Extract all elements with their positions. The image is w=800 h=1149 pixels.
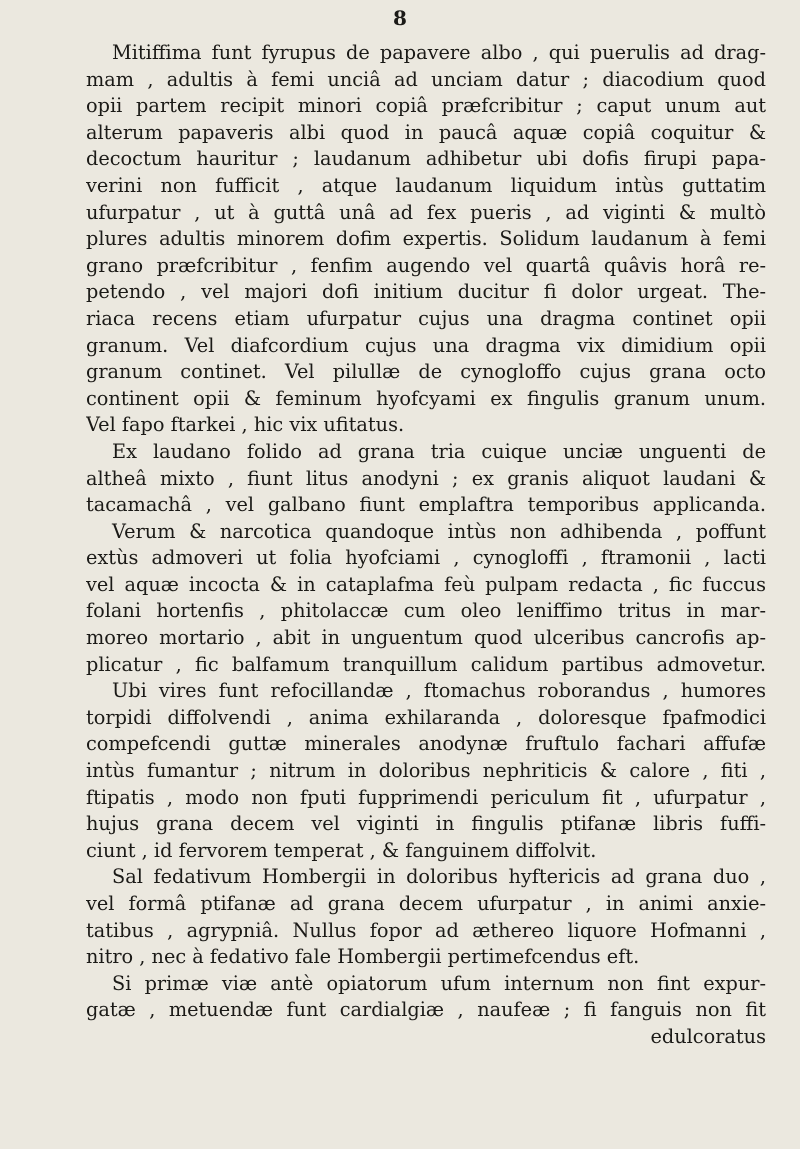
text-line: opii partem recipit minori copiâ præfcribitur ; caput unum aut xyxy=(86,94,766,118)
text-line: vel aquæ incocta & in cataplafma feù pulpam redacta , fic fuccus xyxy=(86,572,766,596)
text-line: Vel fapo ftarkei , hic vix ufitatus. xyxy=(86,413,405,437)
text-line: tacamachâ , vel galbano fiunt emplaftra temporibus applicanda. xyxy=(86,493,766,517)
text-line: tatibus , agrypniâ. Nullus fopor ad æthereo liquore Hofmanni , xyxy=(86,918,766,942)
text-line: altheâ mixto , fiunt litus anodyni ; ex granis aliquot laudani & xyxy=(86,466,766,490)
text-line: gatæ , metuendæ funt cardialgiæ , naufeæ ; fi fanguis non fit xyxy=(86,998,766,1022)
text-line: petendo , vel majori dofi initium ducitur fi dolor urgeat. The- xyxy=(86,280,766,304)
text-line: hujus grana decem vel viginti in fingulis ptifanæ libris fuffi- xyxy=(86,812,766,836)
text-line: plures adultis minorem dofim expertis. Solidum laudanum à femi xyxy=(86,227,766,251)
text-line: vel formâ ptifanæ ad grana decem ufurpatur , in animi anxie- xyxy=(86,892,766,915)
text-line: Verum & narcotica quandoque intùs non adhibenda , poffunt xyxy=(112,519,766,543)
text-line: alterum papaveris albi quod in paucâ aquæ copiâ coquitur & xyxy=(86,120,766,144)
text-line: continent opii & feminum hyofcyami ex fingulis granum unum. xyxy=(86,386,766,410)
text-line: granum continet. Vel pilullæ de cynogloffo cujus grana octo xyxy=(86,360,766,384)
text-line: verini non fufficit , atque laudanum liquidum intùs guttatim xyxy=(86,173,766,197)
text-line: riaca recens etiam ufurpatur cujus una dragma continet opii xyxy=(86,306,766,330)
text-line: Mitiffima funt fyrupus de papavere albo , qui puerulis ad drag- xyxy=(112,41,766,64)
text-line: mam , adultis à femi unciâ ad unciam datur ; diacodium quod xyxy=(86,67,766,91)
text-line: intùs fumantur ; nitrum in doloribus nephriticis & calore , fiti , xyxy=(86,759,766,783)
paragraph-3 xyxy=(86,864,766,970)
text-line: granum. Vel diafcordium cujus una dragma vix dimidium opii xyxy=(86,333,766,357)
text-line: torpidi diffolvendi , anima exhilaranda , doloresque fpafmodici xyxy=(86,705,766,729)
text-line: compefcendi guttæ minerales anodynæ fruftulo fachari affufæ xyxy=(86,732,766,756)
paragraph-2 xyxy=(86,439,766,865)
text-line: folani hortenfis , phitolaccæ cum oleo leniffimo tritus in mar- xyxy=(86,599,766,623)
text-line: Si primæ viæ antè opiatorum ufum internum non fint expur- xyxy=(112,971,766,995)
catchword: edulcoratus xyxy=(650,1024,766,1048)
text-line: extùs admoveri ut folia hyofciami , cynogloffi , ftramonii , lacti xyxy=(86,546,766,570)
text-line: ciunt , id fervorem temperat , & fanguinem diffolvit. xyxy=(86,838,597,862)
body-text xyxy=(86,40,766,1051)
page-number: 8 xyxy=(393,6,407,30)
text-line: decoctum hauritur ; laudanum adhibetur ubi dofis firupi papa- xyxy=(86,147,766,171)
text-line: plicatur , fic balfamum tranquillum calidum partibus admovetur. xyxy=(86,652,766,676)
text-line: Ubi vires funt refocillandæ , ftomachus roborandus , humores xyxy=(112,679,766,703)
text-line: nitro , nec à fedativo fale Hombergii pertimefcendus eft. xyxy=(86,945,640,969)
text-line: moreo mortario , abit in unguentum quod ulceribus cancrofis ap- xyxy=(86,626,766,650)
text-line: ufurpatur , ut à guttâ unâ ad fex pueris , ad viginti & multò xyxy=(86,200,766,224)
text-line: Ex laudano folido ad grana tria cuique unciæ unguenti de xyxy=(112,439,766,463)
paragraph-1 xyxy=(86,40,766,439)
paragraph-4 xyxy=(86,971,766,1024)
text-line: grano præfcribitur , fenfim augendo vel quartâ quâvis horâ re- xyxy=(86,253,766,277)
text-line: Sal fedativum Hombergii in doloribus hyftericis ad grana duo , xyxy=(112,865,766,889)
text-line: ftipatis , modo non fputi fupprimendi periculum fit , ufurpatur , xyxy=(86,785,766,809)
